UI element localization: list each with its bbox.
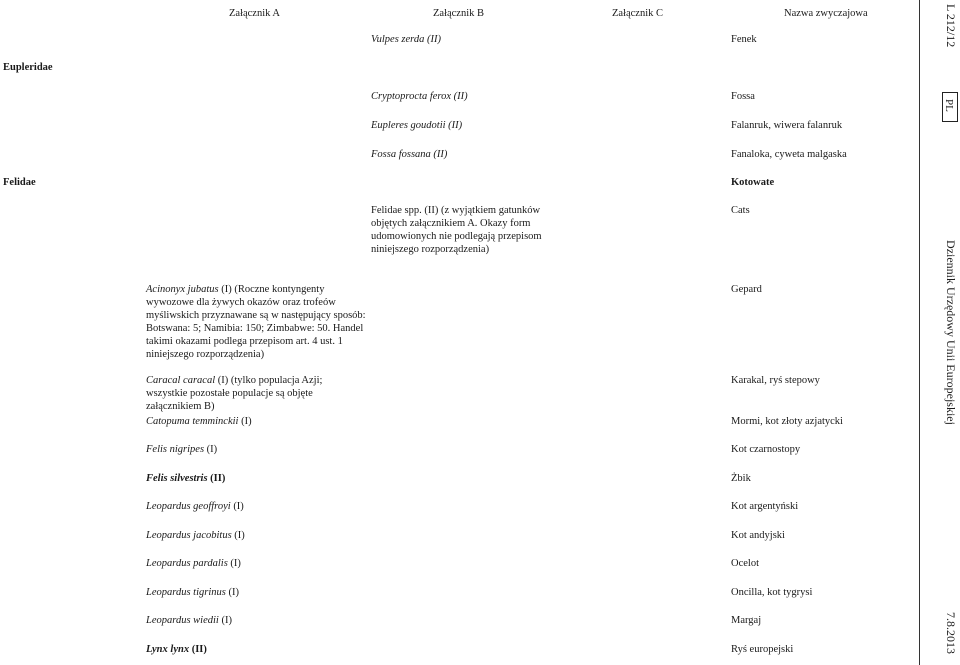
- family-eupleridae: Eupleridae: [3, 62, 53, 73]
- margin-divider: [919, 0, 920, 665]
- leopardus-tigrinus-species: Leopardus tigrinus: [146, 587, 226, 598]
- felis-silvestris-common: Żbik: [731, 473, 751, 484]
- caracal-common: Karakal, ryś stepowy: [731, 375, 820, 386]
- lynx-annex-a: [146, 643, 207, 656]
- cryptoprocta-common: Fossa: [731, 91, 755, 102]
- leopardus-tigrinus-annex-a: [146, 586, 239, 599]
- vulpes-annex-b: Vulpes zerda (II): [371, 34, 441, 45]
- felis-silvestris-species: Felis silvestris: [146, 473, 208, 484]
- eupleres-common: Falanruk, wiwera falanruk: [731, 120, 843, 131]
- leopardus-jacobitus-common: Kot andyjski: [731, 530, 785, 541]
- felis-silvestris-note: (II): [207, 473, 226, 484]
- leopardus-geoffroyi-annex-a: [146, 500, 244, 513]
- catopuma-annex-a: [146, 415, 252, 428]
- family-felidae-common: Kotowate: [731, 177, 775, 188]
- felis-nigripes-annex-a: [146, 443, 217, 456]
- caracal-species: Caracal caracal: [146, 375, 216, 386]
- fossa-common: Fanaloka, cyweta malgaska: [731, 149, 847, 160]
- leopardus-wiedii-annex-a: [146, 614, 232, 627]
- cryptoprocta-annex-b: Cryptoprocta ferox (II): [371, 91, 468, 102]
- leopardus-wiedii-common: Margaj: [731, 615, 762, 626]
- header-annex-c: Załącznik C: [612, 8, 664, 19]
- page-reference: L 212/12: [944, 4, 958, 48]
- leopardus-wiedii-note: (I): [218, 615, 232, 626]
- catopuma-note: (I): [238, 416, 252, 427]
- leopardus-jacobitus-species: Leopardus jacobitus: [146, 530, 232, 541]
- catopuma-common: Mormi, kot złoty azjatycki: [731, 416, 843, 427]
- leopardus-wiedii-species: Leopardus wiedii: [146, 615, 219, 626]
- family-felidae: Felidae: [3, 177, 36, 188]
- publication-date: 7.8.2013: [944, 612, 958, 654]
- felis-nigripes-common: Kot czarnostopy: [731, 444, 801, 455]
- header-annex-a: Załącznik A: [229, 8, 281, 19]
- leopardus-tigrinus-common: Oncilla, kot tygrysi: [731, 587, 813, 598]
- header-common-name: Nazwa zwyczajowa: [784, 8, 868, 19]
- fossa-annex-b: Fossa fossana (II): [371, 149, 448, 160]
- leopardus-jacobitus-annex-a: [146, 529, 245, 542]
- lynx-common: Ryś europejski: [731, 644, 794, 655]
- caracal-note: (I) (tylko populacja Azji; wszystkie pozostałe populacje są objęte załącznikiem B): [146, 375, 323, 412]
- leopardus-pardalis-species: Leopardus pardalis: [146, 558, 228, 569]
- catopuma-species: Catopuma temminckii: [146, 416, 239, 427]
- lynx-species: Lynx lynx: [146, 644, 190, 655]
- leopardus-pardalis-annex-a: [146, 557, 241, 570]
- felis-silvestris-annex-a: [146, 472, 225, 485]
- leopardus-tigrinus-note: (I): [225, 587, 239, 598]
- eupleres-annex-b: Eupleres goudotii (II): [371, 120, 463, 131]
- lynx-note: (II): [189, 644, 207, 655]
- leopardus-geoffroyi-species: Leopardus geoffroyi: [146, 501, 231, 512]
- acinonyx-annex-a: [146, 283, 366, 361]
- journal-title: Dziennik Urzędowy Unii Europejskiej: [944, 240, 958, 425]
- felis-nigripes-species: Felis nigripes: [146, 444, 205, 455]
- felidae-spp-annex-b: Felidae spp. (II) (z wyjątkiem gatunków objętych załącznikiem A. Okazy form udomowionych nie podlegają przepisom niniejszego rozporządzenia): [371, 205, 542, 255]
- header-annex-b: Załącznik B: [433, 8, 485, 19]
- caracal-annex-a: [146, 374, 366, 413]
- felis-nigripes-note: (I): [204, 444, 218, 455]
- leopardus-geoffroyi-note: (I): [230, 501, 244, 512]
- acinonyx-species: Acinonyx jubatus: [146, 284, 219, 295]
- leopardus-jacobitus-note: (I): [231, 530, 245, 541]
- leopardus-geoffroyi-common: Kot argentyński: [731, 501, 799, 512]
- leopardus-pardalis-note: (I): [227, 558, 241, 569]
- felidae-spp-common: Cats: [731, 205, 750, 216]
- vulpes-common: Fenek: [731, 34, 757, 45]
- acinonyx-note: (I) (Roczne kontyngenty wywozowe dla żywych okazów oraz trofeów myśliwskich przyznawane są w następujący sposób: Botswana: 5; Namibia: 150; Zimbabwe: 50. Handel takimi okazami podlega przepisom art. 4 ust. 1 niniejszego rozporządzenia): [146, 284, 366, 360]
- leopardus-pardalis-common: Ocelot: [731, 558, 759, 569]
- acinonyx-common: Gepard: [731, 284, 762, 295]
- language-code: PL: [943, 99, 955, 112]
